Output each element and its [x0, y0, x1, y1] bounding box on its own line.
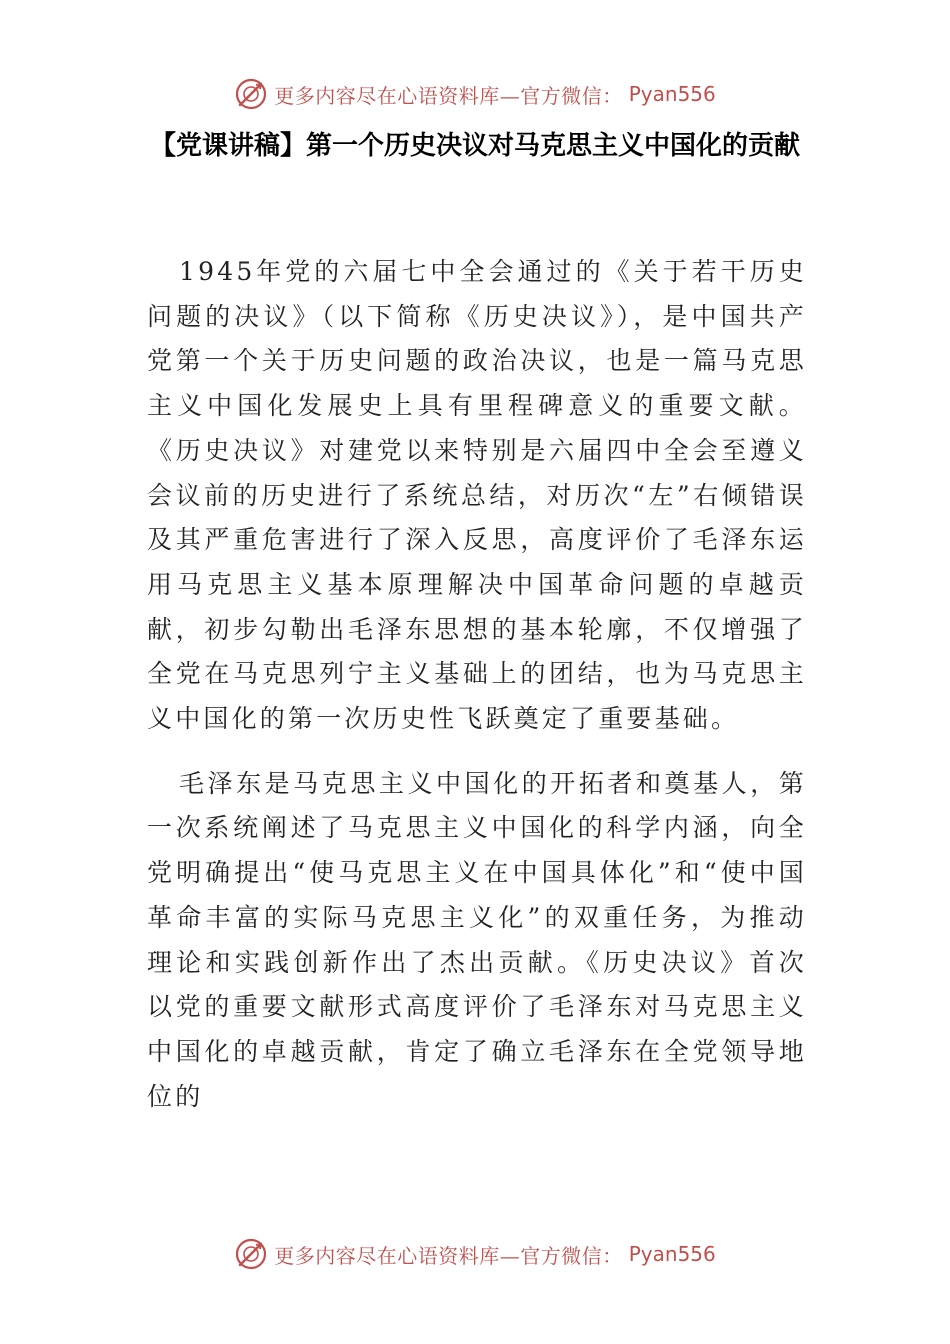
banner-text: 更多内容尽在心语资料库—官方微信：	[274, 83, 623, 108]
banner-text: 更多内容尽在心语资料库—官方微信：	[274, 1243, 623, 1268]
paragraph-2: 毛泽东是马克思主义中国化的开拓者和奠基人，第一次系统阐述了马克思主义中国化的科学内涵，向全党明确提出“使马克思主义在中国具体化”和“使中国革命丰富的实际马克思主义化”的双重任务，为推动理论和实践创新作出了杰出贡献。《历史决议》首次以党的重要文献形式高度评价了毛泽东对马克思主义中国化的卓越贡献，肯定了确立毛泽东在全党领导地位的	[147, 768, 807, 1111]
brand-logo-icon	[234, 1237, 268, 1271]
brand-logo-icon	[234, 77, 268, 111]
document-body	[147, 250, 807, 1139]
header-banner	[0, 74, 950, 114]
banner-wechat-id: Pyan556	[628, 82, 716, 106]
footer-banner	[0, 1234, 950, 1274]
banner-wechat-id: Pyan556	[628, 1242, 716, 1266]
paragraph-1: 1945年党的六届七中全会通过的《关于若干历史问题的决议》（以下简称《历史决议》），是中国共产党第一个关于历史问题的政治决议，也是一篇马克思主义中国化发展史上具有里程碑意义的重要文献。《历史决议》对建党以来特别是六届四中全会至遵义会议前的历史进行了系统总结，对历次“左”右倾错误及其严重危害进行了深入反思，高度评价了毛泽东运用马克思主义基本原理解决中国革命问题的卓越贡献，初步勾勒出毛泽东思想的基本轮廓，不仅增强了全党在马克思列宁主义基础上的团结，也为马克思主义中国化的第一次历史性飞跃奠定了重要基础。	[147, 257, 807, 734]
document-title: 【党课讲稿】第一个历史决议对马克思主义中国化的贡献	[149, 131, 800, 161]
